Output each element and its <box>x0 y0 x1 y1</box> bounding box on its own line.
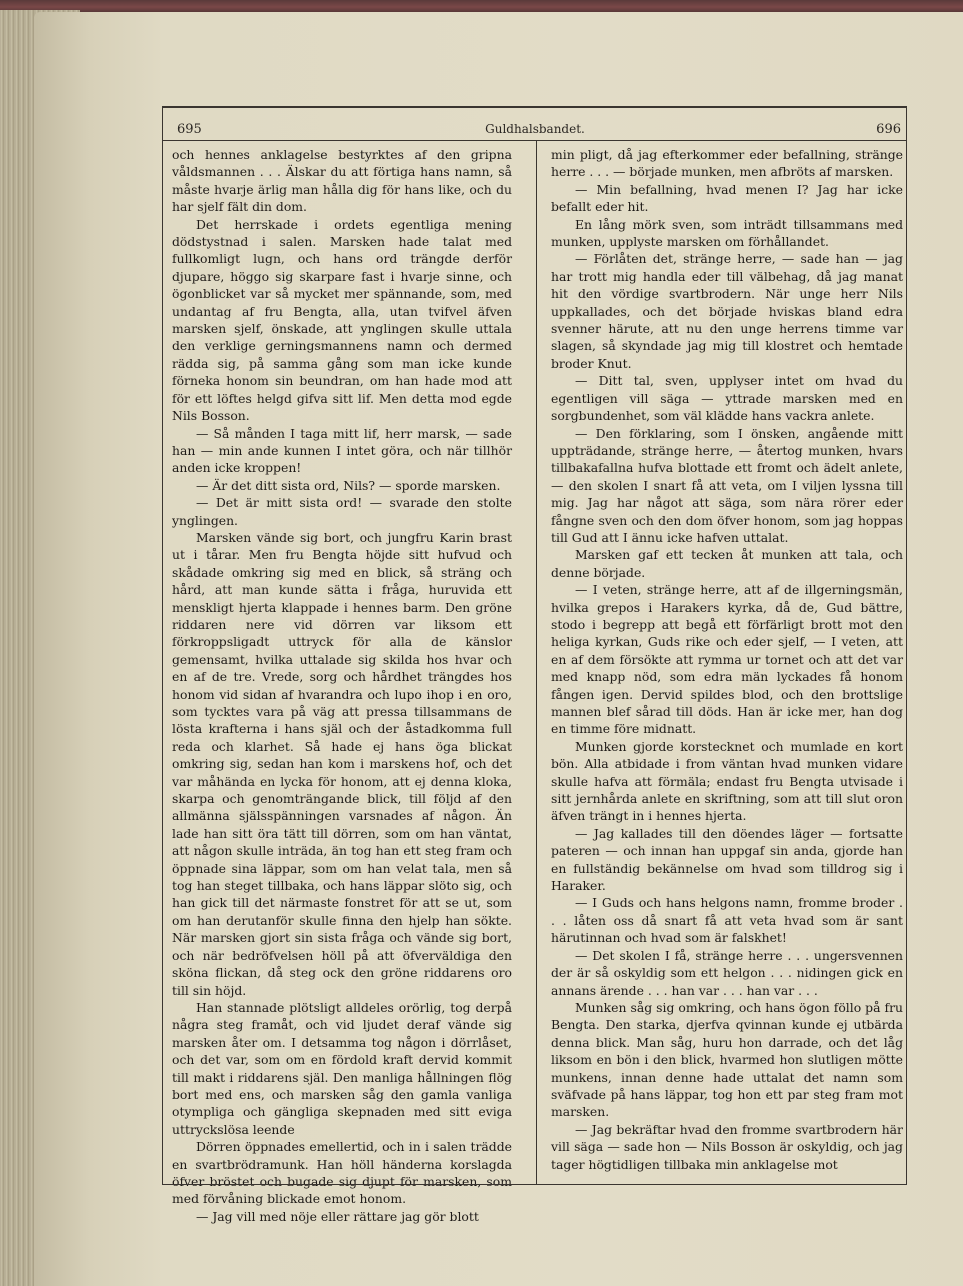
paragraph: Dörren öppnades emellertid, och in i salen trädde en svartbrödramunk. Han höll händerna korslagda öfver bröstet och bugade sig djupt för marsken, som med förvåning blickade emot honom. <box>172 1139 512 1207</box>
paragraph: och hennes anklagelse bestyrktes af den gripna våldsmannen . . . Älskar du att förtiga hans namn, så måste hvarje ärlig man hålla dig för hans like, och du har sjelf fält din dom. <box>172 147 512 215</box>
paragraph: Det herrskade i ordets egentliga mening dödstystnad i salen. Marsken hade talat med fullkomligt lugn, och hans ord trängde derför djupare, höggo sig skarpare fast i hvarje sinne, och ögonblicket var så mycket mer spännande, som, med undantag af fru Bengta, alla, utan tvifvel äfven marsken sjelf, önskade, att ynglingen skulle uttala den verklige gerningsmannens namn och dermed rädda sig, på samma gång som man icke kunde förneka honom sin beundran, om han hade mod att för ett löftes helgd gifva sitt lif. Men detta mod egde Nils Bosson. <box>172 216 512 424</box>
paragraph: — I Guds och hans helgons namn, fromme broder . . . låten oss då snart få att veta hvad som är sant härutinnan och hvad som är falskhet! <box>551 895 903 946</box>
paragraph: — Jag kallades till den döendes läger — fortsatte pateren — och innan han uppgaf sin anda, gjorde han en fullständig bekännelse om hvad som tilldrog sig i Haraker. <box>551 825 903 894</box>
paragraph: Marsken gaf ett tecken åt munken att tala, och denne började. <box>551 547 903 580</box>
paragraph: — Ditt tal, sven, upplyser intet om hvad du egentligen vill säga — yttrade marsken med en sorgbundenhet, som väl klädde hans vackra anlete. <box>551 373 903 424</box>
paragraph: — Så månden I taga mitt lif, herr marsk, — sade han — min ande kunnen I intet göra, och när tillhör anden icke kroppen! <box>172 425 512 476</box>
right-column <box>551 146 903 1173</box>
paragraph: — Min befallning, hvad menen I? Jag har icke befallt eder hit. <box>551 181 903 215</box>
left-column <box>172 146 512 1225</box>
top-rule <box>162 106 907 108</box>
paragraph: Han stannade plötsligt alldeles orörlig, tog derpå några steg framåt, och vid ljudet deraf vände sig marsken åter om. I detsamma tog någon i dörrlåset, och det var, som om en fördold kraft dervid kommit till makt i riddarens själ. Den manliga hållningen flög bort med ens, och marsken såg den gamla vanliga otympliga och gängliga skepnaden med sitt eviga uttryckslösa leende <box>172 999 512 1137</box>
running-title: Guldhalsbandet. <box>485 122 585 136</box>
paragraph: Munken gjorde korstecknet och mumlade en kort bön. Alla atbidade i from väntan hvad munken vidare skulle hafva att förmäla; endast fru Bengta utvisade i sitt jernhårda anlete en skriftning, som att till slut oron äfven trängt in i hennes hjerta. <box>551 738 903 824</box>
paragraph: — Jag bekräftar hvad den fromme svartbrodern här vill säga — sade hon — Nils Bosson är oskyldig, och jag tager högtidligen tillbaka min anklagelse mot <box>551 1121 903 1172</box>
paragraph: — Jag vill med nöje eller rättare jag gör blott <box>196 1208 479 1224</box>
paragraph: Munken såg sig omkring, och hans ögon föllo på fru Bengta. Den starka, djerfva qvinnan kunde ej utbärda denna blick. Man såg, huru hon darrade, och det låg liksom en bön i den blick, hvarmed hon slutligen mötte munkens, innan denne hade uttalat det namn som sväfvade på hans läppar, tog hon ett par steg fram mot marsken. <box>551 999 903 1120</box>
paragraph: — Det är mitt sista ord! — svarade den stolte ynglingen. <box>172 495 512 528</box>
paragraph: — Det skolen I få, stränge herre . . . ungersvennen der är så oskyldig som ett helgon . . . nidingen gick en annans ärende . . . han var . . . han var . . . <box>551 947 903 998</box>
column-divider <box>536 141 537 1184</box>
frame-left-rule <box>162 106 163 1185</box>
header-rule <box>162 140 907 141</box>
paragraph: — Förlåten det, stränge herre, — sade han — jag har trott mig handla eder till välbehag, då jag manat hit den vördige svartbrodern. När unge herr Nils uppkallades, och det började hviskas bland edra svenner härute, att nu den unge herrens timme var slagen, så skyndade jag mig till klostret och hemtade broder Knut. <box>551 251 903 371</box>
paragraph: — I veten, stränge herre, att af de illgerningsmän, hvilka grepos i Harakers kyrka, då de, Gud bättre, stodo i begrepp att begå ett förfärligt brott mot den heliga kyrkan, Guds rike och eder sjelf, — I veten, att en af dem försökte att rymma ur tornet och att det var med knapp nöd, som edra män lyckades få honom fången igen. Dervid spildes blod, och den brottslige mannen blef sårad till döds. Han är icke mer, han dog en timme före midnatt. <box>551 582 903 737</box>
running-header <box>165 118 905 140</box>
paragraph: min pligt, då jag efterkommer eder befallning, stränge herre . . . — började munken, men afbröts af marsken. <box>551 147 903 180</box>
bottom-rule <box>162 1184 907 1185</box>
frame-right-rule <box>906 106 907 1185</box>
paragraph: Marsken vände sig bort, och jungfru Karin brast ut i tårar. Men fru Bengta höjde sitt hufvud och skådade omkring sig med en blick, så sträng och hård, att man kunde sätta i fråga, huruvida ett menskligt hjerta klappade i hennes barm. Den gröne riddaren nere vid dörren var liksom ett förkroppsligadt uttryck för alla de känslor gemensamt, hvilka uttalade sig skilda hos hvar och en af de tre. Vrede, sorg och hårdhet trängdes hos honom vid sidan af hvarandra och lupo ihop i en oro, som tycktes vara på väg att pressa tillsammans de lösta krafterna i hans själ och der åstadkomma full reda och klarhet. Så hade ej hans öga blickat omkring sig, sedan han kom i marskens hof, och det var måhända en lycka för honom, att ej denna kloka, skarpa och genomträngande blick, till följd af den allmänna själsspänningen varsnades af någon. Än lade han sitt öra tätt till dörren, som om han väntat, att någon skulle inträda, än tog han ett steg fram och öppnade sina läppar, som om han velat tala, men så tog han steget tillbaka, och hans läppar slöto sig, och han gick till det närmaste fonstret för att se ut, som om han derutanför skulle finna den hjelp han sökte. När marsken gjort sin sista fråga och vände sig bort, och när bedröfvelsen höll på att öfverväldiga den sköna flickan, då steg ock den gröne riddarens oro till sin höjd. <box>172 529 512 998</box>
page-number-left: 695 <box>177 122 202 137</box>
paragraph: En lång mörk sven, som inträdt tillsammans med munken, upplyste marsken om förhållandet. <box>551 216 903 250</box>
page-number-right: 696 <box>876 122 901 137</box>
paragraph: — Är det ditt sista ord, Nils? — sporde marsken. <box>196 477 501 493</box>
paragraph: — Den förklaring, som I önsken, angående mitt uppträdande, stränge herre, — återtog munken, hvars tillbakafallna hufva blottade ett fromt och ädelt anlete, — den skolen I snart få att veta, om I viljen lyssna till mig. Jag har något att säga, som nära rörer eder fångne sven och den dom öfver honom, som jag hoppas till Gud att I ännu icke hafven uttalat. <box>551 425 903 545</box>
